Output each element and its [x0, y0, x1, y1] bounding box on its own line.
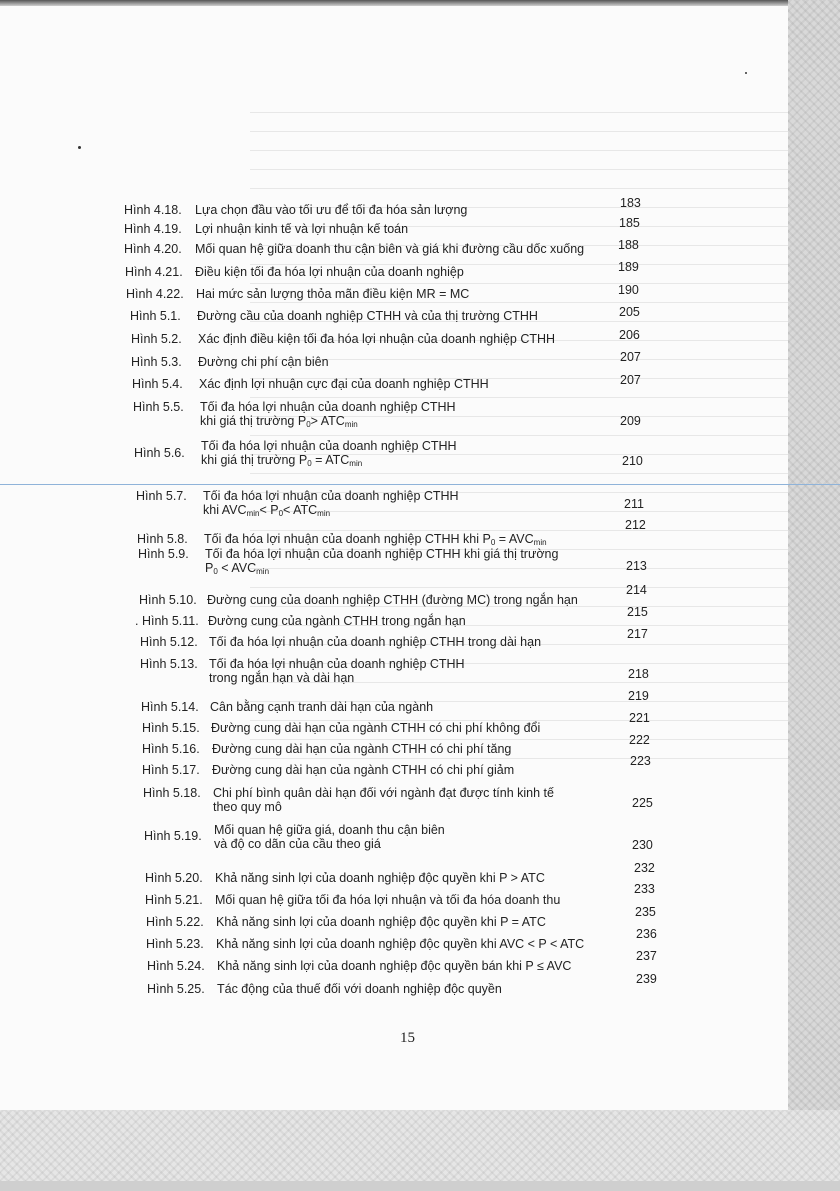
figure-label: Hình 5.18.	[143, 786, 201, 800]
figure-title: Tối đa hóa lợi nhuận của doanh nghiệp CTHH trong dài hạn	[209, 635, 542, 649]
figure-label: Hình 5.15.	[142, 721, 200, 735]
page-ref: 219	[628, 689, 649, 703]
page-ref: 190	[618, 283, 639, 297]
figure-title-line2: $P_0 < AVC_{min}$	[205, 561, 270, 576]
page-ref: 215	[627, 605, 648, 619]
figure-label: Hình 4.20.	[124, 242, 182, 256]
figure-label: Hình 5.22.	[146, 915, 204, 929]
figure-title-line2: khi giá thị trường $P_0> ATC_{min}$	[200, 414, 358, 429]
figure-label: Hình 5.7.	[136, 489, 187, 503]
page-number: 15	[400, 1030, 415, 1046]
page-ref: 205	[619, 305, 640, 319]
scan-bottom-edge	[0, 1181, 840, 1191]
figure-label: Hình 4.21.	[125, 265, 183, 279]
page-ref: 218	[628, 667, 649, 681]
figure-title: Điều kiện tối đa hóa lợi nhuận của doanh nghiệp	[195, 265, 464, 279]
figure-title: Đường cung dài hạn của ngành CTHH có chi phí giảm	[212, 763, 515, 777]
page-ref: 183	[620, 196, 641, 210]
figure-label: Hình 5.3.	[131, 355, 182, 369]
page-ref: 185	[619, 216, 640, 230]
figure-title: Đường cung của ngành CTHH trong ngắn hạn	[208, 614, 466, 628]
figure-title: Xác định lợi nhuận cực đại của doanh nghiệp CTHH	[199, 377, 489, 391]
figure-label: Hình 5.14.	[141, 700, 199, 714]
figure-title-line2: trong ngắn hạn và dài hạn	[209, 671, 355, 685]
figure-title	[214, 823, 445, 851]
page-ref: 225	[632, 796, 653, 810]
figure-label: Hình 5.25.	[147, 982, 205, 996]
figure-title: Mối quan hệ giữa tối đa hóa lợi nhuận và tối đa hóa doanh thu	[215, 893, 561, 907]
page-ref: 212	[625, 518, 646, 532]
figure-title: Khả năng sinh lợi của doanh nghiệp độc quyền khi P > ATC	[215, 871, 545, 885]
figure-label: Hình 5.2.	[131, 332, 182, 346]
figure-title: Đường cung của doanh nghiệp CTHH (đường MC) trong ngắn hạn	[207, 593, 578, 607]
figure-title	[201, 439, 457, 471]
figure-title-line1: Tối đa hóa lợi nhuận của doanh nghiệp CTHH	[200, 400, 456, 414]
figure-title-line1: Mối quan hệ giữa giá, doanh thu cận biên	[214, 823, 445, 837]
page-ref: 232	[634, 861, 655, 875]
figure-title	[203, 489, 459, 521]
figure-label: Hình 5.20.	[145, 871, 203, 885]
scanner-bed-bottom	[0, 1110, 840, 1191]
figure-title: Khả năng sinh lợi của doanh nghiệp độc quyền khi AVC < P < ATC	[216, 937, 585, 951]
figure-label: Hình 5.24.	[147, 959, 205, 973]
figure-title: Đường chi phí cận biên	[198, 355, 329, 369]
page-ref: 209	[620, 414, 641, 428]
figure-label: Hình 5.9.	[138, 547, 189, 561]
figure-title-line1: Chi phí bình quân dài hạn đối với ngành đạt được tính kinh tế	[213, 786, 554, 800]
figure-title-line1: Tối đa hóa lợi nhuận của doanh nghiệp CTHH	[201, 439, 457, 453]
figure-title: Cân bằng cạnh tranh dài hạn của ngành	[210, 700, 434, 714]
page-ref: 207	[620, 373, 641, 387]
figure-label: Hình 5.12.	[140, 635, 198, 649]
page-ref: 237	[636, 949, 657, 963]
figure-title-line2: và độ co dãn của cầu theo giá	[214, 837, 381, 851]
figure-title: Khả năng sinh lợi của doanh nghiệp độc quyền khi P = ATC	[216, 915, 546, 929]
page-ref: 223	[630, 754, 651, 768]
page-ref: 189	[618, 260, 639, 274]
figure-label: Hình 5.23.	[146, 937, 204, 951]
figure-title: Đường cung dài hạn của ngành CTHH có chi phí tăng	[212, 742, 512, 756]
page-ref: 206	[619, 328, 640, 342]
page-ref: 230	[632, 838, 653, 852]
page-ref: 233	[634, 882, 655, 896]
figure-title: Đường cung dài hạn của ngành CTHH có chi phí không đổi	[211, 721, 541, 735]
figure-label: Hình 4.19.	[124, 222, 182, 236]
figure-label: Hình 5.17.	[142, 763, 200, 777]
page-ref: 236	[636, 927, 657, 941]
figure-label: Hình 4.22.	[126, 287, 184, 301]
figure-title: Hai mức sản lượng thỏa mãn điều kiện MR = MC	[196, 287, 470, 301]
figure-label: Hình 4.18.	[124, 203, 182, 217]
page-ref: 188	[618, 238, 639, 252]
figure-title-line2: theo quy mô	[213, 800, 282, 814]
figure-title: Tối đa hóa lợi nhuận của doanh nghiệp CTHH khi $P_0 = AVC_{min}$	[204, 532, 547, 547]
page-ref: 207	[620, 350, 641, 364]
figure-label: Hình 5.4.	[132, 377, 183, 391]
figure-label: Hình 5.16.	[142, 742, 200, 756]
figure-title: Khả năng sinh lợi của doanh nghiệp độc quyền bán khi P ≤ AVC	[217, 959, 572, 973]
page-ref: 211	[624, 497, 644, 511]
figure-title-line1: Tối đa hóa lợi nhuận của doanh nghiệp CTHH	[209, 657, 465, 671]
page-ref: 221	[629, 711, 650, 725]
figure-title-line1: Tối đa hóa lợi nhuận của doanh nghiệp CTHH	[203, 489, 459, 503]
figure-label: Hình 5.19.	[144, 829, 202, 843]
page-ref: 222	[629, 733, 650, 747]
figure-label: Hình 5.1.	[130, 309, 181, 323]
scanner-bed-right	[788, 0, 840, 1191]
figure-title: Tác động của thuế đối với doanh nghiệp độc quyền	[217, 982, 502, 996]
page-ref: 235	[635, 905, 656, 919]
page-ref: 213	[626, 559, 647, 573]
figure-title: Đường cầu của doanh nghiệp CTHH và của thị trường CTHH	[197, 309, 538, 323]
figure-title	[213, 786, 554, 814]
figure-label: . Hình 5.11.	[135, 614, 199, 628]
page-ref: 239	[636, 972, 657, 986]
figure-title: Lựa chọn đầu vào tối ưu để tối đa hóa sản lượng	[195, 203, 468, 217]
figure-title: Lợi nhuận kinh tế và lợi nhuận kế toán	[195, 222, 409, 236]
figure-label: Hình 5.6.	[134, 446, 185, 460]
figure-title	[205, 547, 558, 579]
page-ref: 214	[626, 583, 647, 597]
figure-title-line2: khi giá thị trường $P_0 = ATC_{min}$	[201, 453, 363, 468]
figure-title-line2: khi $AVC_{min}< P_0< ATC_{min}$	[203, 503, 331, 518]
figure-label: Hình 5.8.	[137, 532, 188, 546]
page-ref: 217	[627, 627, 648, 641]
page-ref: 210	[622, 454, 643, 468]
figure-label: Hình 5.5.	[133, 400, 184, 414]
figure-label: Hình 5.13.	[140, 657, 198, 671]
figure-title-line1: Tối đa hóa lợi nhuận của doanh nghiệp CTHH khi giá thị trường	[205, 547, 559, 561]
figure-label: Hình 5.21.	[145, 893, 203, 907]
figure-label: Hình 5.10.	[139, 593, 197, 607]
figure-title: Xác định điều kiện tối đa hóa lợi nhuận của doanh nghiệp CTHH	[198, 332, 556, 346]
figure-title: Mối quan hệ giữa doanh thu cận biên và giá khi đường cầu dốc xuống	[195, 242, 585, 256]
figure-title	[209, 657, 465, 685]
figure-title	[200, 400, 456, 432]
